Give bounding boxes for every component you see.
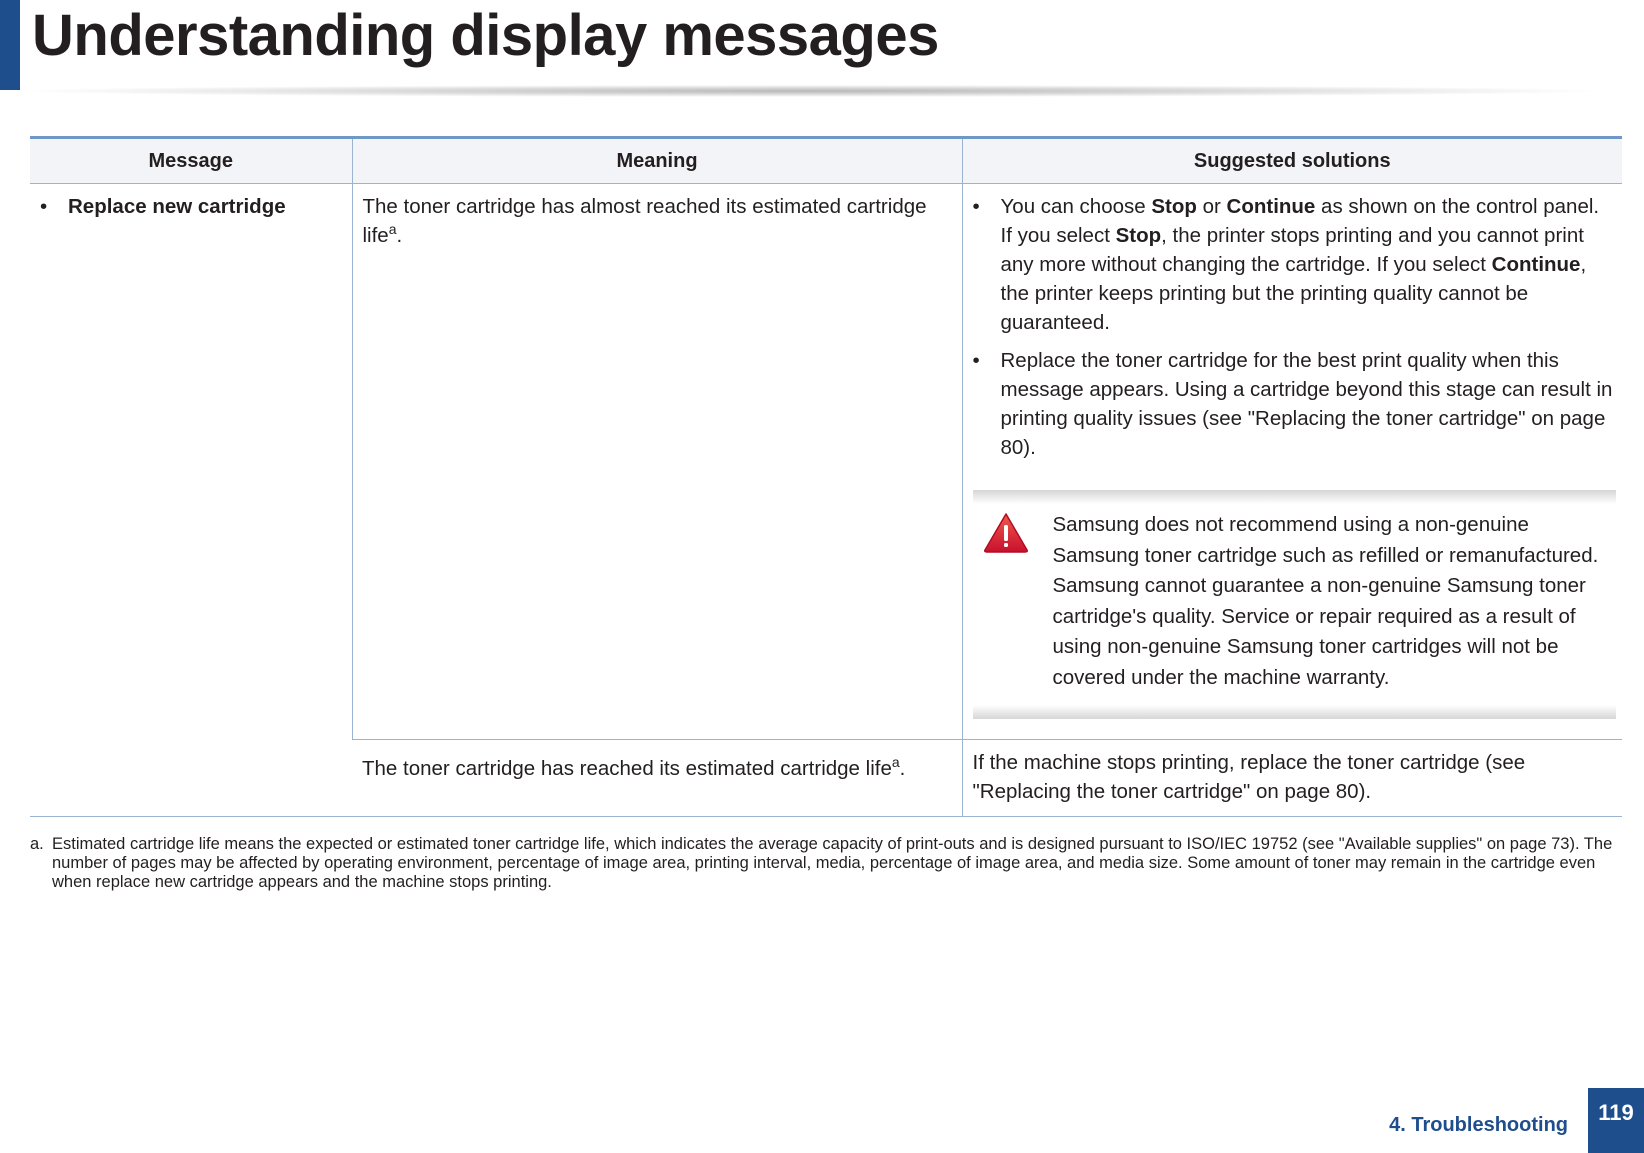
caution-note <box>973 490 1617 719</box>
solution-item <box>973 346 1615 462</box>
footnote <box>30 835 1622 892</box>
meaning-period: . <box>396 224 403 247</box>
solution-text: Replace the toner cartridge for the best print quality when this message appears. Using a cartridge beyond this stage can result in printing quality issues (see "Replacing the toner cartridge" on page 80). <box>1000 349 1613 459</box>
solutions-list <box>973 192 1615 462</box>
caution-icon <box>973 510 1053 562</box>
footnote-ref: a <box>388 221 397 238</box>
display-messages-table <box>30 136 1622 817</box>
meaning-period: . <box>899 757 906 780</box>
header-message: Message <box>30 138 352 184</box>
page-number: 119 <box>1588 1088 1644 1153</box>
stop-option: Stop <box>1115 224 1162 247</box>
stop-option: Stop <box>1151 195 1197 218</box>
footnote-text: Estimated cartridge life means the expected or estimated toner cartridge life, which indicates the average capacity of print-outs and is designed pursuant to ISO/IEC 19752 (see "Available supplies" on page 73). The number of pages may be affected by operating environment, percentage of image area, printing interval, media, percentage of image area, and media size. Some amount of toner may remain in the cartridge even when replace new cartridge appears and the machine stops printing. <box>52 835 1613 891</box>
solution-text: If the machine stops printing, replace the toner cartridge (see "Replacing the toner cartridge" on page 80). <box>972 751 1526 803</box>
title-divider <box>30 85 1590 97</box>
chapter-label: 4. Troubleshooting <box>1389 1114 1568 1136</box>
solutions-cell <box>962 184 1622 740</box>
message-name: Replace new cartridge <box>68 195 286 218</box>
bullet: • <box>972 195 980 218</box>
continue-option: Continue <box>1491 253 1581 276</box>
bullet: • <box>972 349 980 372</box>
page-footer <box>1389 1088 1644 1153</box>
meaning-text: The toner cartridge has reached its estimated cartridge life <box>362 757 892 780</box>
meaning-cell <box>352 184 962 740</box>
continue-option: Continue <box>1226 195 1316 218</box>
footnote-mark: a. <box>30 835 44 853</box>
page-title: Understanding display messages <box>32 3 939 68</box>
bullet: • <box>40 195 48 218</box>
table-row <box>30 184 1622 740</box>
solution-item <box>973 192 1615 337</box>
table-header-row <box>30 138 1622 184</box>
header-meaning: Meaning <box>352 138 962 184</box>
meaning-cell <box>352 740 962 817</box>
solutions-cell <box>962 740 1622 817</box>
solution-text: You can choose Stop or Continue as shown on the control panel. If you select Stop, the printer stops printing and you cannot print any more without changing the cartridge. If you select Continue, the printer keeps printing but the printing quality cannot be guaranteed. <box>1000 195 1600 334</box>
chapter-side-bar <box>0 0 20 90</box>
meaning-text: The toner cartridge has almost reached its estimated cartridge life <box>362 195 927 247</box>
caution-text: Samsung does not recommend using a non-genuine Samsung toner cartridge such as refilled or remanufactured. Samsung cannot guarantee a non-genuine Samsung toner cartridge's quality. Service or repair required as a result of using non-genuine Samsung toner cartridges will not be covered under the machine warranty. <box>1052 513 1599 689</box>
message-cell <box>30 184 352 817</box>
footnote-ref: a <box>891 754 900 771</box>
header-suggested-solutions: Suggested solutions <box>962 138 1622 184</box>
